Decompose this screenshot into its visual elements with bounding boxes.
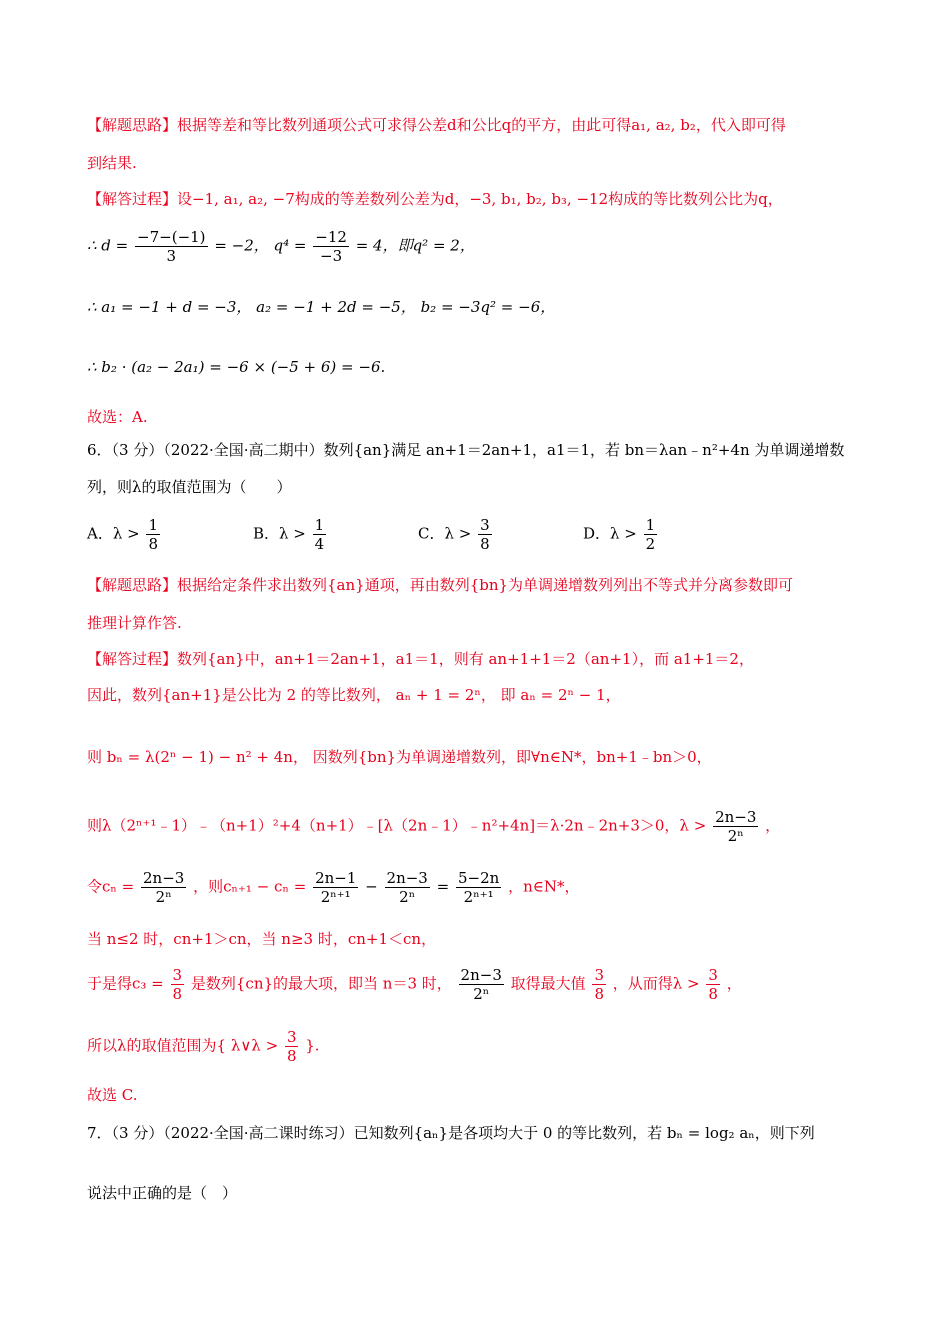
q5-idea-tag: 【解题思路】 — [87, 116, 178, 134]
q6-option-b: B．λ > $\frac{1}{4}$ — [253, 516, 325, 553]
q6-stem-line2: 列，则λ的取值范围为（ ） — [87, 478, 292, 496]
q5-equation-1: ∴ d = $\frac{-7-(-1)}{3}$ = −2， q⁴ = $\frac{-12}{-3}$ = 4，即q² = 2， — [87, 228, 475, 265]
q6-idea-text: 根据给定条件求出数列{an}通项，再由数列{bn}为单调递增数列列出不等式并分离参数即可 — [177, 576, 794, 594]
q6-idea-line2: 推理计算作答. — [87, 614, 182, 632]
q5-process-text: 设−1, a₁, a₂, −7构成的等差数列公差为d，−3, b₁, b₂, b₃, −12构成的等比数列公比为q， — [177, 190, 783, 208]
q6-process-line6: 当 n≤2 时，cn+1＞cn，当 n≥3 时，cn+1＜cn， — [87, 930, 437, 948]
q6-process-line5: 令cₙ = $\frac{2n-3}{\text{2ⁿ}}$ ，则cₙ₊₁ − cₙ = $\frac{2n-1}{\text{2ⁿ⁺¹}}$ − $\frac{2n-3}{\text{2ⁿ}}$ = $\frac{5-2n}{\text{2ⁿ⁺¹}}$ ，n∈N*， — [87, 869, 580, 906]
q5-process-line1 — [87, 192, 783, 207]
q5-answer: 故选：A. — [87, 408, 148, 426]
q5-idea-line1 — [87, 118, 786, 133]
q7-stem-line2: 说法中正确的是（ ） — [87, 1184, 238, 1202]
q6-process-line7: 于是得c₃ = $\frac{3}{8}$ 是数列{cn}的最大项，即当 n＝3 时， $\frac{2n-3}{\text{2ⁿ}}$ 取得最大值 $\frac{3}{8}$ ，从而得λ > $\frac{3}{8}$ ， — [87, 966, 742, 1003]
q6-process-line2: 因此，数列{an+1}是公比为 2 的等比数列， aₙ + 1 = 2ⁿ， 即 aₙ = 2ⁿ − 1， — [87, 686, 621, 704]
q6-process-line8: 所以λ的取值范围为{ λ∨λ > $\frac{3}{8}$ }. — [87, 1028, 320, 1065]
q6-process-line4: 则λ（2ⁿ⁺¹﹣1）﹣（n+1）²+4（n+1）﹣[λ（2n﹣1）﹣n²+4n]＝λ·2n﹣2n+3＞0，λ > $\frac{2n-3}{\text{2ⁿ}}$ ， — [87, 808, 781, 845]
q5-equation-3: ∴ b₂ · (a₂ − 2a₁) = −6 × (−5 + 6) = −6. — [87, 358, 386, 376]
q5-idea-text: 根据等差和等比数列通项公式可求得公差d和公比q的平方，由此可得a₁, a₂, b₂，代入即可得 — [177, 116, 786, 134]
q6-option-d: D．λ > $\frac{1}{2}$ — [583, 516, 656, 553]
q5-idea-line2: 到结果. — [87, 154, 137, 172]
q6-stem-line1: 6．（3 分）（2022·全国·高二期中）数列{an}满足 an+1＝2an+1，a1＝1，若 bn＝λan﹣n²+4n 为单调递增数 — [87, 441, 845, 459]
q5-fraction-q4: $\frac{-12}{-3}$ — [315, 228, 347, 265]
q6-process-line3: 则 bₙ = λ(2ⁿ − 1) − n² + 4n， 因数列{bn}为单调递增数列，即∀n∈N*，bn+1﹣bn＞0， — [87, 748, 712, 766]
q6-process-text: 数列{an}中，an+1＝2an+1，a1＝1，则有 an+1+1＝2（an+1），而 a1+1＝2， — [177, 650, 754, 668]
q6-idea-tag: 【解题思路】 — [87, 576, 178, 594]
q6-idea-line1 — [87, 578, 793, 593]
q6-process-line1 — [87, 652, 754, 667]
q6-answer: 故选 C. — [87, 1086, 138, 1104]
q7-stem-line1: 7．（3 分）（2022·全国·高二课时练习）已知数列{aₙ}是各项均大于 0 的等比数列，若 bₙ = log₂ aₙ，则下列 — [87, 1124, 815, 1142]
q6-process-tag: 【解答过程】 — [87, 650, 178, 668]
q6-option-c: C．λ > $\frac{3}{8}$ — [418, 516, 490, 553]
q6-option-a: A．λ > $\frac{1}{8}$ — [87, 516, 159, 553]
q5-fraction-d: $\frac{-7-(-1)}{3}$ — [137, 228, 206, 265]
q5-process-tag: 【解答过程】 — [87, 190, 178, 208]
q5-equation-2: ∴ a₁ = −1 + d = −3， a₂ = −1 + 2d = −5， b₂ = −3q² = −6， — [87, 298, 556, 316]
